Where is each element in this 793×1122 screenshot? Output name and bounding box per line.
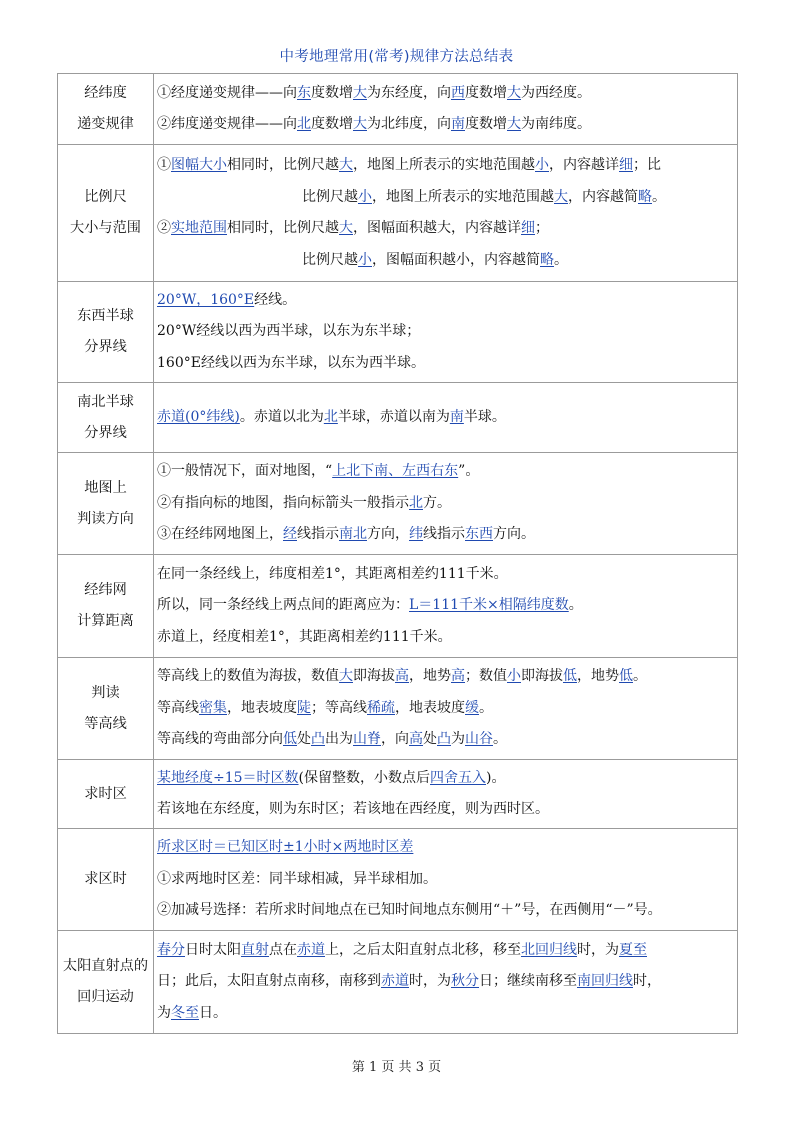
text-segment: 比例尺越	[302, 251, 358, 268]
key-term: 山谷	[465, 731, 493, 748]
key-term: 春分	[157, 941, 185, 958]
text-segment: 若该地在东经度，则为东时区；若该地在西经度，则为西时区。	[157, 801, 549, 817]
table-row	[58, 658, 738, 760]
content-line	[157, 998, 737, 1030]
key-term: 略	[638, 188, 652, 205]
text-segment: 经线。	[254, 291, 297, 308]
key-term: 大	[507, 116, 521, 132]
text-segment: ②有指向标的地图，指向标箭头一般指示	[157, 494, 409, 511]
text-segment: ，内容越详	[549, 157, 619, 173]
table-row	[58, 282, 738, 383]
text-segment: 。	[554, 251, 568, 268]
text-segment: 等高线	[157, 699, 199, 716]
key-term: 小	[358, 251, 372, 268]
text-segment: 20°W经线以西为西半球，以东为东半球；	[157, 323, 421, 340]
key-term: 夏至	[619, 941, 647, 958]
content-line	[157, 966, 737, 998]
key-term: 低	[563, 668, 577, 685]
content-line	[157, 864, 737, 896]
text-segment: )。	[486, 769, 506, 786]
key-term: 稀疏	[367, 699, 395, 716]
content-line	[157, 78, 737, 110]
key-term: 南回归线	[577, 973, 633, 990]
row-label-line: 判读	[91, 684, 120, 701]
row-label-line: 计算距离	[77, 613, 134, 629]
text-segment: ；	[535, 220, 549, 236]
text-segment: 时，为	[577, 941, 619, 958]
key-term: 密集	[199, 699, 227, 716]
text-segment: 160°E经线以西为东半球，以东为西半球。	[157, 354, 425, 371]
row-label-line: 求区时	[84, 871, 127, 887]
text-segment: 出为	[325, 731, 353, 748]
text-segment: (保留整数，小数点后	[298, 769, 431, 786]
content-line	[157, 622, 737, 654]
content-line	[157, 109, 737, 141]
row-content	[154, 282, 738, 383]
key-term: 所求区时＝已知区时±1小时×两地时区差	[157, 839, 414, 856]
content-line	[157, 590, 737, 622]
text-segment: 半球，赤道以南为	[337, 408, 450, 425]
text-segment: 线指示	[297, 526, 339, 543]
text-segment: ②加减号选择：若所求时间地点在已知时间地点东侧用“＋”号，在西侧用“－”号。	[157, 902, 662, 919]
row-label-line: 判读方向	[77, 510, 134, 527]
text-segment: 为西经度。	[521, 84, 591, 101]
rules-table-body	[58, 74, 738, 1034]
text-segment: ①	[157, 157, 171, 173]
content-line	[157, 559, 737, 591]
text-segment: 度数增	[311, 84, 353, 101]
table-row	[58, 760, 738, 829]
text-segment: 。	[652, 188, 666, 205]
text-segment: ，地势	[409, 668, 451, 685]
text-segment: 时，	[633, 973, 661, 990]
text-segment: 为东经度，向	[367, 84, 451, 101]
key-term: 20°W，160°E	[157, 291, 255, 308]
key-term: 山脊	[353, 731, 381, 748]
key-term: 大	[339, 157, 353, 173]
text-segment: 处	[297, 731, 311, 748]
text-segment: ，地图上所表示的实地范围越	[353, 157, 535, 173]
key-term: 北	[323, 408, 338, 425]
text-segment: 为南纬度。	[521, 116, 591, 132]
text-segment: 。	[633, 668, 647, 685]
key-term: 经	[283, 526, 297, 543]
row-label	[58, 74, 154, 145]
content-line	[157, 519, 737, 551]
key-term: 直射	[241, 941, 269, 958]
content-line	[157, 794, 737, 826]
row-label-line: 递变规律	[77, 116, 134, 132]
key-term: 大	[353, 116, 367, 132]
text-segment: ①求两地时区差：同半球相减，异半球相加。	[157, 870, 437, 887]
table-row	[58, 74, 738, 145]
key-term: 低	[283, 731, 297, 748]
row-label	[58, 829, 154, 931]
row-label	[58, 282, 154, 383]
text-segment: 等高线的弯曲部分向	[157, 731, 283, 748]
content-line	[157, 832, 737, 864]
key-term: 纬	[409, 526, 423, 543]
key-term: 大	[554, 188, 568, 205]
key-term: 北	[409, 494, 423, 511]
text-segment: ，内容越简	[568, 188, 638, 205]
text-segment: 日时太阳	[185, 941, 241, 958]
row-label-line: 太阳直射点的	[62, 958, 149, 974]
key-term: 赤道	[297, 941, 325, 958]
row-content	[154, 383, 738, 453]
key-term: 秋分	[451, 973, 479, 990]
row-content	[154, 760, 738, 829]
text-segment: 时，为	[409, 973, 451, 990]
text-segment: 日；继续南移至	[479, 973, 577, 990]
content-line	[157, 895, 737, 927]
key-term: 大	[353, 84, 367, 101]
key-term: 大	[339, 220, 353, 236]
row-content	[154, 453, 738, 555]
key-term: 冬至	[171, 1004, 199, 1021]
text-segment: 度数增	[465, 116, 507, 132]
row-label-line: 经纬度	[84, 85, 127, 101]
text-segment: 比例尺越	[302, 188, 358, 205]
text-segment: ①一般情况下，面对地图，“	[157, 463, 333, 480]
row-label-line: 东西半球	[77, 308, 134, 324]
rules-table	[57, 73, 738, 1034]
row-label-line: 回归运动	[77, 989, 134, 1005]
text-segment: 线指示	[423, 526, 465, 543]
content-line	[157, 456, 737, 488]
key-term: L＝111千米×相隔纬度数	[409, 597, 569, 614]
row-label-line: 大小与范围	[70, 220, 141, 236]
text-segment: 方向，	[367, 526, 409, 543]
text-segment: 上，之后太阳直射点北移，移至	[325, 941, 521, 958]
key-term: 西	[451, 84, 465, 101]
table-row	[58, 931, 738, 1034]
row-content	[154, 931, 738, 1034]
row-content	[154, 145, 738, 282]
key-term: 图幅大小	[171, 157, 227, 173]
text-segment: ，地表坡度	[395, 699, 465, 716]
row-label	[58, 931, 154, 1034]
text-segment: 度数增	[311, 116, 353, 132]
text-segment: 所以，同一条经线上两点间的距离应为：	[157, 597, 409, 614]
content-line	[157, 763, 737, 795]
content-line	[157, 935, 737, 967]
text-segment: 等高线上的数值为海拔，数值	[157, 668, 339, 685]
row-content	[154, 555, 738, 658]
text-segment: ，地势	[577, 668, 619, 685]
content-line	[157, 285, 737, 317]
text-segment: ，图幅面积越大，内容越详	[353, 220, 521, 236]
text-segment: ，图幅面积越小，内容越简	[372, 251, 540, 268]
text-segment: 半球。	[463, 408, 506, 425]
content-line	[157, 488, 737, 520]
key-term: 细	[619, 157, 633, 173]
row-label-line: 经纬网	[84, 582, 127, 598]
row-label-line: 分界线	[84, 339, 127, 355]
key-term: 南	[451, 116, 465, 132]
text-segment: 日。	[199, 1004, 227, 1021]
text-segment: ；等高线	[311, 699, 367, 716]
key-term: 高	[451, 668, 465, 685]
text-segment: 。	[568, 597, 583, 614]
content-line	[157, 661, 737, 693]
text-segment: 为北纬度，向	[367, 116, 451, 132]
key-term: 赤道(0°纬线)	[157, 408, 240, 425]
text-segment: 处	[423, 731, 437, 748]
text-segment: ，地表坡度	[227, 699, 297, 716]
row-label-line: 等高线	[84, 715, 127, 732]
row-label-line: 比例尺	[84, 189, 127, 205]
text-segment: ，向	[381, 731, 409, 748]
table-row	[58, 555, 738, 658]
table-row	[58, 145, 738, 282]
row-content	[154, 829, 738, 931]
key-term: 高	[395, 668, 409, 685]
text-segment: 日；此后，太阳直射点南移，南移到	[157, 973, 381, 990]
content-line	[157, 402, 737, 434]
key-term: 低	[619, 668, 633, 685]
key-term: 实地范围	[171, 220, 227, 236]
text-segment: 度数增	[465, 84, 507, 101]
key-term: 四舍五入	[430, 769, 487, 786]
content-line	[157, 724, 737, 756]
row-content	[154, 658, 738, 760]
document-title: 中考地理常用(常考)规律方法总结表	[279, 49, 514, 65]
text-segment: 为	[451, 731, 465, 748]
row-label-line: 分界线	[84, 424, 127, 441]
content-line	[157, 316, 737, 348]
key-term: 东	[297, 84, 311, 101]
text-segment: ③在经纬网地图上，	[157, 526, 283, 543]
text-segment: 方向。	[493, 526, 535, 543]
table-row	[58, 383, 738, 453]
text-segment: 点在	[269, 941, 297, 958]
key-term: 缓	[465, 699, 479, 716]
text-segment: 在同一条经线上，纬度相差1°，其距离相差约111千米。	[157, 565, 508, 582]
key-term: 小	[358, 188, 372, 205]
row-label	[58, 555, 154, 658]
text-segment: ”。	[458, 463, 480, 480]
key-term: 东西	[465, 526, 493, 543]
key-term: 凸	[437, 731, 451, 748]
text-segment: ②纬度递变规律——向	[157, 116, 297, 132]
table-row	[58, 453, 738, 555]
content-line	[157, 245, 737, 277]
row-label	[58, 145, 154, 282]
text-segment: 即海拔	[521, 668, 563, 685]
row-label-line: 南北半球	[77, 393, 134, 410]
content-line	[157, 348, 737, 380]
text-segment: ②	[157, 220, 171, 236]
text-segment: 赤道上，经度相差1°，其距离相差约111千米。	[157, 628, 452, 645]
key-term: 大	[507, 84, 521, 101]
key-term: 陡	[297, 699, 311, 716]
row-content	[154, 74, 738, 145]
row-label	[58, 658, 154, 760]
row-label-line: 地图上	[84, 479, 127, 496]
key-term: 北回归线	[521, 941, 577, 958]
key-term: 小	[535, 157, 549, 173]
text-segment: ；比	[633, 157, 661, 173]
table-row	[58, 829, 738, 931]
row-label	[58, 383, 154, 453]
text-segment: 相同时，比例尺越	[227, 157, 339, 173]
key-term: 南北	[339, 526, 367, 543]
row-label	[58, 760, 154, 829]
content-line	[157, 213, 737, 245]
key-term: 上北下南、左西右东	[332, 463, 459, 480]
content-line	[157, 150, 737, 182]
text-segment: 相同时，比例尺越	[227, 220, 339, 236]
content-line	[157, 182, 737, 214]
page-footer: 第 1 页 共 3 页	[351, 1060, 442, 1075]
text-segment: 即海拔	[353, 668, 395, 685]
text-segment: 。	[493, 731, 507, 748]
text-segment: 为	[157, 1004, 171, 1021]
text-segment: ；数值	[465, 668, 507, 685]
text-segment: ，地图上所表示的实地范围越	[372, 188, 554, 205]
content-line	[157, 693, 737, 725]
text-segment: 。赤道以北为	[239, 408, 324, 425]
key-term: 北	[297, 116, 311, 132]
key-term: 赤道	[381, 973, 409, 990]
row-label	[58, 453, 154, 555]
key-term: 凸	[311, 731, 325, 748]
key-term: 小	[507, 668, 521, 685]
key-term: 某地经度÷15＝时区数	[157, 769, 299, 786]
row-label-line: 求时区	[84, 785, 127, 802]
key-term: 略	[540, 251, 554, 268]
key-term: 南	[449, 408, 464, 425]
text-segment: ①经度递变规律——向	[157, 84, 297, 101]
key-term: 高	[409, 731, 423, 748]
text-segment: 方。	[423, 494, 451, 511]
text-segment: 。	[479, 699, 493, 716]
key-term: 细	[521, 220, 535, 236]
key-term: 大	[339, 668, 353, 685]
